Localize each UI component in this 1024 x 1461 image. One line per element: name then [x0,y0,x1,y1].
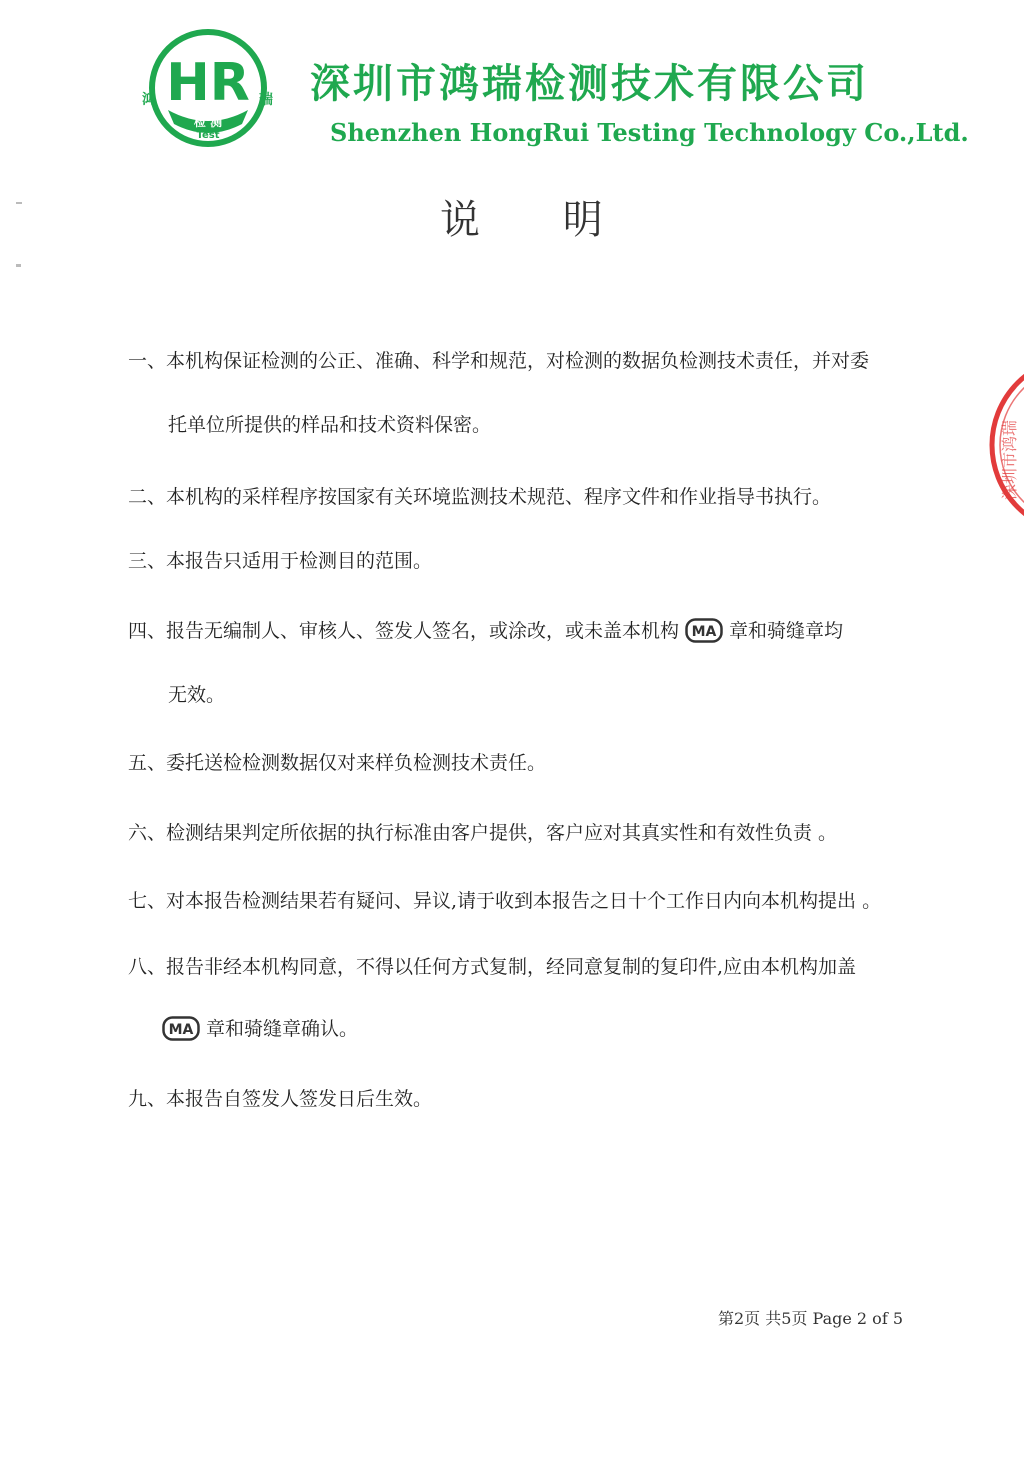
item-4-text-after: 章和骑缝章均 [729,620,844,642]
logo-letters: HR [166,53,250,113]
item-1-cont: 托单位所提供的样品和技术资料保密。 [168,414,492,436]
item-1: 一、本机构保证检测的公正、准确、科学和规范，对检测的数据负检测技术责任，并对委 [128,350,870,372]
item-6: 六、检测结果判定所依据的执行标准由客户提供，客户应对其真实性和有效性负责 。 [128,822,838,844]
page-number: 第2页 共5页 Page 2 of 5 [718,1309,904,1328]
cma-mark-icon [685,618,723,643]
logo-left-char: 鸿 [142,92,156,108]
item-5: 五、委托送检检测数据仅对来样负检测技术责任。 [128,752,547,774]
item-8-cont-text: 章和骑缝章确认。 [206,1018,359,1040]
logo-right-char: 瑞 [259,92,273,108]
item-9: 九、本报告自签发人签发日后生效。 [128,1088,433,1110]
item-4-cont: 无效。 [168,684,226,706]
stamp-text: 深圳市鸿瑞 [1000,419,1019,500]
item-4-text-before: 四、报告无编制人、审核人、签发人签名，或涂改，或未盖本机构 [128,620,680,642]
logo-band-text: 检 测 [193,115,223,129]
cma-mark-text: MA [168,1021,194,1038]
company-name-en: Shenzhen HongRui Testing Technology Co.,Ltd. [330,118,969,147]
scan-speck [16,202,22,204]
logo-bottom-text: Test [196,130,220,141]
cma-mark-icon [162,1016,200,1041]
item-8: 八、报告非经本机构同意，不得以任何方式复制，经同意复制的复印件,应由本机构加盖 [128,956,857,978]
item-4 [128,616,843,645]
scan-speck [16,264,21,267]
item-3: 三、本报告只适用于检测目的范围。 [128,550,433,572]
item-7: 七、对本报告检测结果若有疑问、异议,请于收到本报告之日十个工作日内向本机构提出 。 [128,890,882,912]
seal-stamp-icon [985,350,1024,540]
company-name-cn: 深圳市鸿瑞检测技术有限公司 [310,61,869,107]
hr-logo-icon [138,28,278,148]
cma-mark-text: MA [691,623,717,640]
item-2: 二、本机构的采样程序按国家有关环境监测技术规范、程序文件和作业指导书执行。 [128,486,832,508]
page-title: 说 明 [440,197,603,243]
item-8-cont [162,1014,358,1043]
